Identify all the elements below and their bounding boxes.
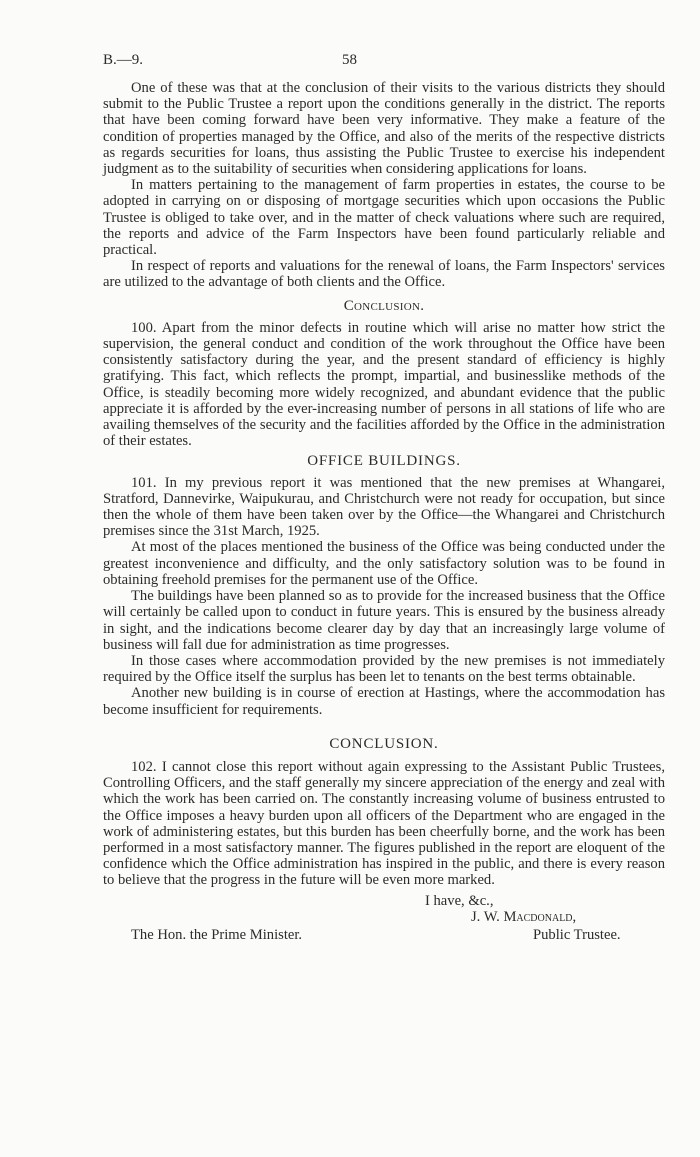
paragraph: One of these was that at the conclusion of their visits to the various districts they should submit to the Public Trustee a report upon the conditions generally in the district. The reports that have been coming forward have been very informative. They make a feature of the condition of properties managed by the Office, and also of the merits of the respective districts as regards securities for loans, thus assisting the Public Trustee to exercise his independent judgment as to the suitability of securities when considering applications for loans. xyxy=(103,80,665,178)
section-heading-conclusion: Conclusion. xyxy=(343,297,425,314)
paragraph: In matters pertaining to the management of farm properties in estates, the course to be adopted in carrying on or disposing of mortgage securities which upon occasions the Public Trustee is obliged to take over, and in the matter of check valuations where such are required, the reports and advice of the Farm Inspectors have been found particularly reliable and practical. xyxy=(103,177,665,259)
paragraph-102: 102. I cannot close this report without again expressing to the Assistant Public Trustees, Controlling Officers, and the staff generally my sincere appreciation of the energy and zeal with which the work has been carried on. The constantly increasing volume of business entrusted to the Office imposes a heavy burden upon all officers of the Department who are engaged in the work of administering estates, but this burden has been cheerfully borne, and the work has been performed in a most satisfactory manner. The figures published in the report are eloquent of the confidence which the Office administration has inspired in the public, and there is every reason to believe that the progress in the future will be even more marked. xyxy=(103,758,665,889)
document-body xyxy=(103,80,665,948)
paragraph: At most of the places mentioned the business of the Office was being conducted under the greatest inconvenience and difficulty, and the only satisfactory solution was to be found in obtaining freehold premises for the permanent use of the Office. xyxy=(103,539,665,588)
section-heading-final-conclusion: CONCLUSION. xyxy=(329,735,439,752)
page-header xyxy=(103,52,596,72)
page-number: 58 xyxy=(342,52,357,68)
signature-block xyxy=(103,893,665,948)
signatory-title: Public Trustee. xyxy=(533,926,621,943)
closing-line: I have, &c., xyxy=(425,892,494,909)
paragraph: In respect of reports and valuations for the renewal of loans, the Farm Inspectors' services are utilized to the advantage of both clients and the Office. xyxy=(103,258,665,291)
paragraph-101: 101. In my previous report it was mentioned that the new premises at Whangarei, Stratford, Dannevirke, Waipukurau, and Christchurch were not ready for occupation, but since then the whole of them have been taken over by the Office—the Whangarei and Christchurch premises since the 31st March, 1925. xyxy=(103,474,665,540)
paragraph: Another new building is in course of erection at Hastings, where the accommodation has become insufficient for requirements. xyxy=(103,685,665,718)
paragraph: The buildings have been planned so as to provide for the increased business that the Office will certainly be called upon to conduct in future years. This is ensured by the business already in sight, and the indications become clearer day by day that an increasingly large volume of business will fall due for administration as time progresses. xyxy=(103,588,665,653)
section-heading-office-buildings: OFFICE BUILDINGS. xyxy=(307,453,461,470)
paragraph: In those cases where accommodation provided by the new premises is not immediately required by the Office itself the surplus has been let to tenants on the best terms obtainable. xyxy=(103,652,665,686)
document-reference: B.—9. xyxy=(103,52,144,68)
paragraph-100: 100. Apart from the minor defects in routine which will arise no matter how strict the supervision, the general conduct and condition of the work throughout the Office have been consistently satisfactory during the year, and the present standard of efficiency is highly gratifying. This fact, which reflects the prompt, impartial, and businesslike methods of the Office, is steadily becoming more widely recognized, and abundant evidence that the public appreciate it is afforded by the ever-increasing number of persons in all stations of life who are availing themselves of the security and the facilities afforded by the Office in the administration of their estates. xyxy=(103,319,665,450)
signatory-name: J. W. Macdonald, xyxy=(471,908,577,925)
addressee: The Hon. the Prime Minister. xyxy=(131,926,303,943)
